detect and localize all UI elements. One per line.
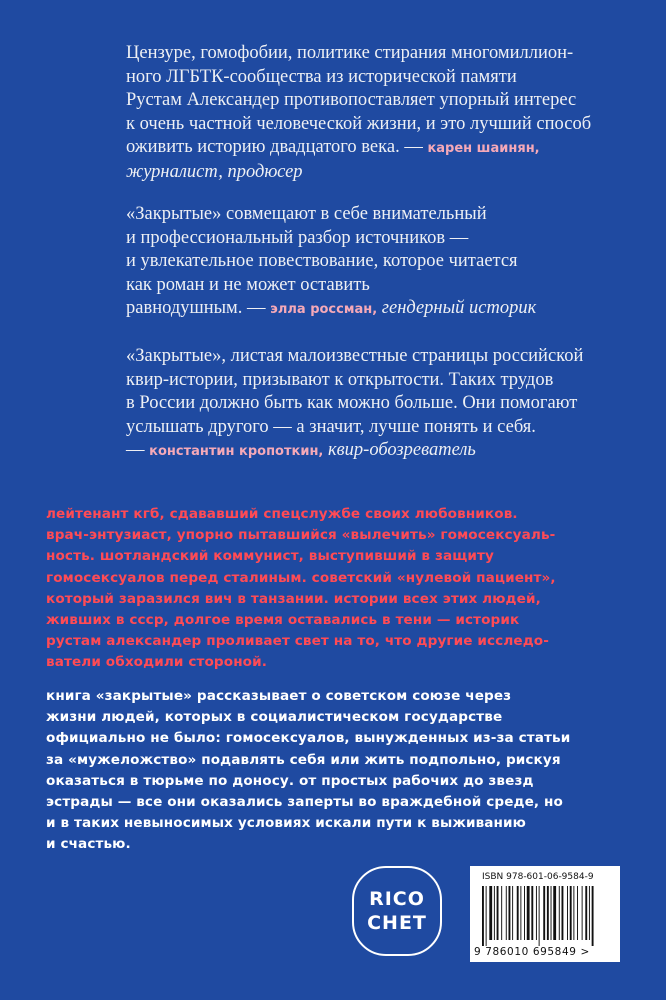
reviewer-name: элла россман, (270, 302, 378, 317)
quote-line: и увлекательное повествование, которое читается (126, 251, 518, 271)
quote-line-text: — (126, 440, 145, 460)
review-quote-2 (126, 203, 606, 322)
blurb-line: врач-энтузиаст, упорно пытавшийся «вылечить» гомосексуаль- (46, 527, 556, 544)
quote-line-text: равнодушным. — (126, 298, 266, 318)
blurb-line: официально не было: гомосексуалов, вынужденных из-за статьи (46, 730, 571, 747)
quote-line: и профессиональный разбор источников — (126, 227, 469, 248)
quote-line (126, 297, 606, 322)
quote-line-text: оживить историю двадцатого века. — (126, 137, 423, 157)
blurb-white (46, 686, 626, 856)
quote-line: в России должно быть как можно больше. Они помогают (126, 393, 578, 413)
blurb-line: лейтенант кгб, сдававший спецслужбе своих любовников. (46, 506, 518, 522)
reviewer-role: гендерный историк (381, 298, 537, 318)
review-quote-1 (126, 42, 606, 184)
blurb-line: гомосексуалов перед сталиным. советский «нулевой пациент», (46, 569, 556, 586)
blurb-line: оказаться в тюрьме по доносу. от простых рабочих до звезд (46, 772, 534, 789)
blurb-line: эстрады — все они оказались заперты во враждебной среде, но (46, 794, 563, 811)
blurb-line: и счастью. (46, 836, 131, 853)
blurb-line: который заразился вич в танзании. истории всех этих людей, (46, 590, 541, 607)
quote-line: услышать другого — а значит, лучше понять и себя. (126, 416, 536, 437)
reviewer-name: карен шаинян, (427, 141, 540, 156)
blurb-line: книга «закрытые» рассказывает о советском союзе через (46, 688, 512, 704)
quote-line: ного ЛГБТК-сообщества из исторической памяти (126, 66, 517, 87)
quote-line (126, 136, 606, 161)
blurb-line: за «мужеложство» подавлять себя или жить подпольно, рискуя (46, 751, 561, 768)
quote-line (126, 439, 606, 464)
quote-line: к очень частной человеческой жизни, и это лучший способ (126, 113, 592, 134)
logo-line-1: RICO (369, 888, 425, 910)
isbn-digits: 9 786010 695849 > (474, 946, 590, 958)
quote-line: Цензуре, гомофобии, политике стирания многомиллион- (126, 43, 574, 63)
blurb-line: жизни людей, которых в социалистическом государстве (46, 709, 503, 726)
review-quote-3 (126, 345, 606, 464)
blurb-line: живших в ссср, долгое время оставались в тени — историк (46, 612, 520, 629)
barcode-bars-icon (478, 886, 612, 946)
reviewer-role: журналист, продюсер (126, 161, 303, 182)
isbn-label: ISBN 978-601-06-9584-9 (482, 872, 594, 882)
quote-line: квир-истории, призывают к открытости. Таких трудов (126, 369, 554, 390)
quote-line: как роман и не может оставить (126, 274, 370, 295)
publisher-logo (352, 866, 442, 956)
blurb-red (46, 504, 626, 674)
quote-line: «Закрытые», листая малоизвестные страницы российской (126, 346, 584, 366)
blurb-line: рустам александер проливает свет на то, что другие исследо- (46, 633, 549, 650)
blurb-line: ность. шотландский коммунист, выступивший в защиту (46, 548, 494, 565)
reviewer-role: квир-обозреватель (328, 440, 476, 460)
logo-line-2: CHET (367, 912, 427, 934)
quote-line: Рустам Александер противопоставляет упорный интерес (126, 90, 577, 110)
reviewer-name: константин кропоткин, (149, 444, 324, 459)
quote-line: «Закрытые» совмещают в себе внимательный (126, 204, 487, 224)
blurb-line: ватели обходили стороной. (46, 654, 268, 671)
isbn-barcode (470, 866, 620, 962)
blurb-line: и в таких невыносимых условиях искали пути к выживанию (46, 815, 526, 832)
